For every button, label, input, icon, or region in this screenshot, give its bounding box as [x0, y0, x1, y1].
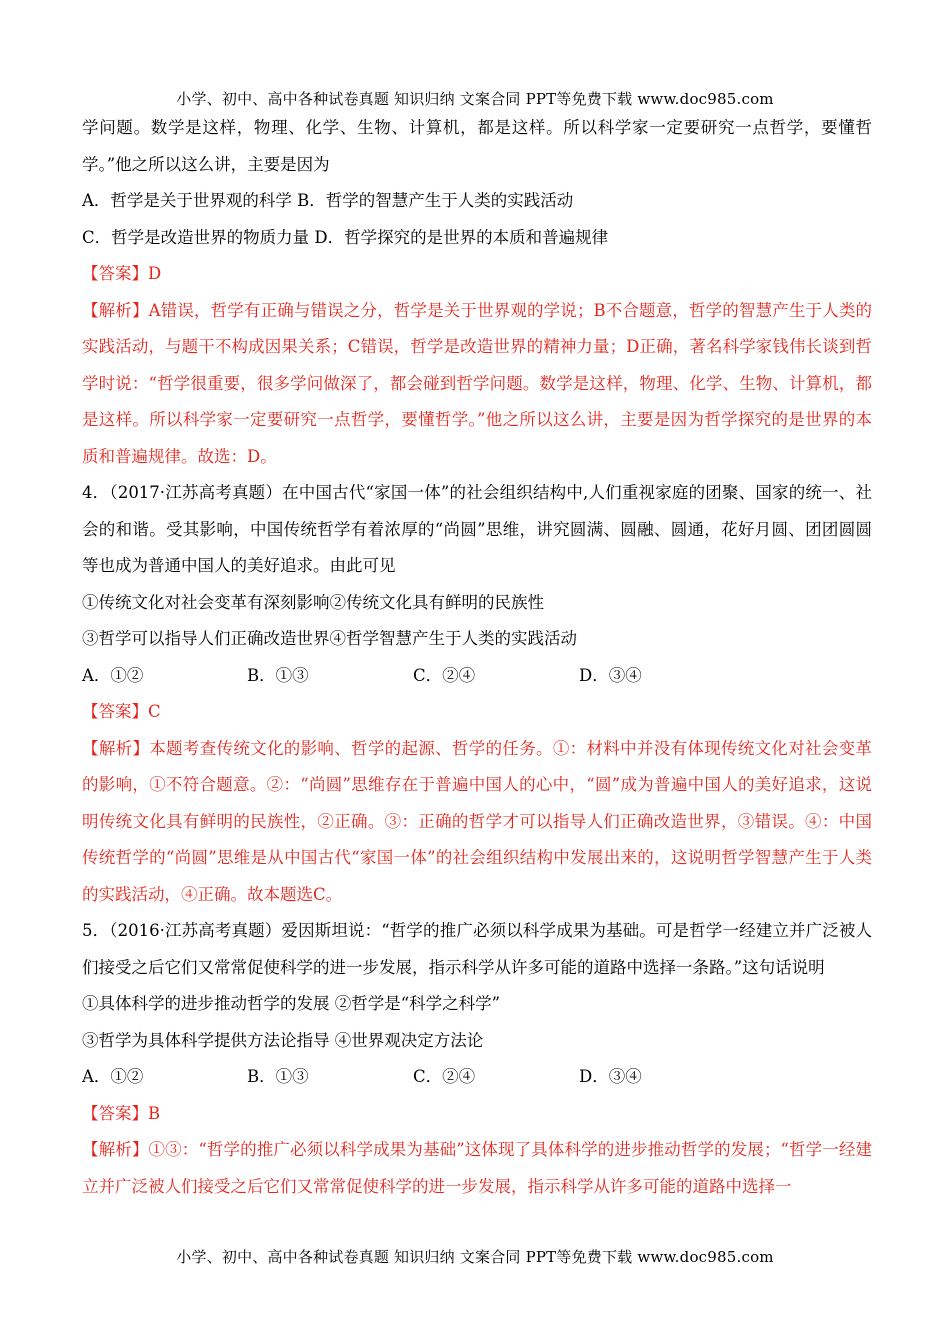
q5-option-c: C．②④ [413, 1067, 476, 1086]
q3-analysis: 【解析】A错误，哲学有正确与错误之分，哲学是关于世界观的学说；B不合题意，哲学的智慧产生于人类的实践活动，与题干不构成因果关系；C错误，哲学是改造世界的精神力量；D正确，著名科学家钱伟长谈到哲学时说：“哲学很重要，很多学问做深了，都会碰到哲学问题。数学是这样，物理、化学、生物、计算机，都是这样。所以科学家一定要研究一点哲学，要懂哲学。”他之所以这么讲，主要是因为哲学探究的是世界的本质和普遍规律。故选：D。 [82, 300, 872, 466]
q4-items-line-2: ③哲学可以指导人们正确改造世界④哲学智慧产生于人类的实践活动 [82, 629, 577, 648]
q4-answer: 【答案】C [82, 702, 161, 721]
q4-stem: 4．（2017·江苏高考真题）在中国古代“家国一体”的社会组织结构中,人们重视家庭的团聚、国家的统一、社会的和谐。受其影响，中国传统哲学有着浓厚的“尚圆”思维，讲究圆满、圆融、圆通，花好月圆、团团圆圆等也成为普通中国人的美好追求。由此可见 [82, 483, 872, 575]
q4-analysis: 【解析】本题考查传统文化的影响、哲学的起源、哲学的任务。①：材料中并没有体现传统文化对社会变革的影响，①不符合题意。②：“尚圆”思维存在于普遍中国人的心中，“圆”成为普遍中国人的美好追求，这说明传统文化具有鲜明的民族性，②正确。③：正确的哲学才可以指导人们正确改造世界，③错误。④：中国传统哲学的“尚圆”思维是从中国古代“家国一体”的社会组织结构中发展出来的，这说明哲学智慧产生于人类的实践活动，④正确。故本题选C。 [82, 738, 872, 904]
q4-option-a: A．①② [82, 665, 144, 685]
q4-option-b: B．①③ [247, 665, 309, 685]
page-footer: 小学、初中、高中各种试卷真题 知识归纳 文案合同 PPT等免费下载 www.doc985.com [176, 1248, 774, 1266]
q3-stem: 学问题。数学是这样，物理、化学、生物、计算机，都是这样。所以科学家一定要研究一点哲学，要懂哲学。”他之所以这么讲，主要是因为 [82, 118, 872, 174]
q5-option-b: B．①③ [247, 1067, 309, 1086]
page-header: 小学、初中、高中各种试卷真题 知识归纳 文案合同 PPT等免费下载 www.doc985.com [176, 90, 774, 108]
q3-options-line-2: C．哲学是改造世界的物质力量 D．哲学探究的是世界的本质和普遍规律 [82, 227, 609, 247]
q5-analysis: 【解析】①③：“哲学的推广必须以科学成果为基础”这体现了具体科学的进步推动哲学的发展；“哲学一经建立并广泛被人们接受之后它们又常常促使科学的进一步发展，指示科学从许多可能的道路中选择一 [82, 1140, 872, 1196]
q5-stem: 5．（2016·江苏高考真题）爱因斯坦说：“哲学的推广必须以科学成果为基础。可是哲学一经建立并广泛被人们接受之后它们又常常促使科学的进一步发展，指示科学从许多可能的道路中选择一条路。”这句话说明 [82, 921, 872, 977]
q4-options [82, 658, 872, 695]
q4-option-d: D．③④ [579, 665, 642, 685]
q4-items-line-1: ①传统文化对社会变革有深刻影响②传统文化具有鲜明的民族性 [82, 592, 544, 612]
q5-option-a: A．①② [82, 1067, 144, 1086]
q5-options [82, 1059, 872, 1096]
q4-option-c: C．②④ [413, 665, 476, 685]
q5-items-line-1: ①具体科学的进步推动哲学的发展 ②哲学是“科学之科学” [82, 994, 501, 1013]
q5-option-d: D．③④ [579, 1067, 642, 1086]
q3-options-line-1: A．哲学是关于世界观的科学 B．哲学的智慧产生于人类的实践活动 [82, 191, 574, 210]
document-body [82, 110, 872, 1205]
q3-answer: 【答案】D [82, 264, 162, 283]
q5-answer: 【答案】B [82, 1103, 161, 1123]
q5-items-line-2: ③哲学为具体科学提供方法论指导 ④世界观决定方法论 [82, 1030, 484, 1050]
